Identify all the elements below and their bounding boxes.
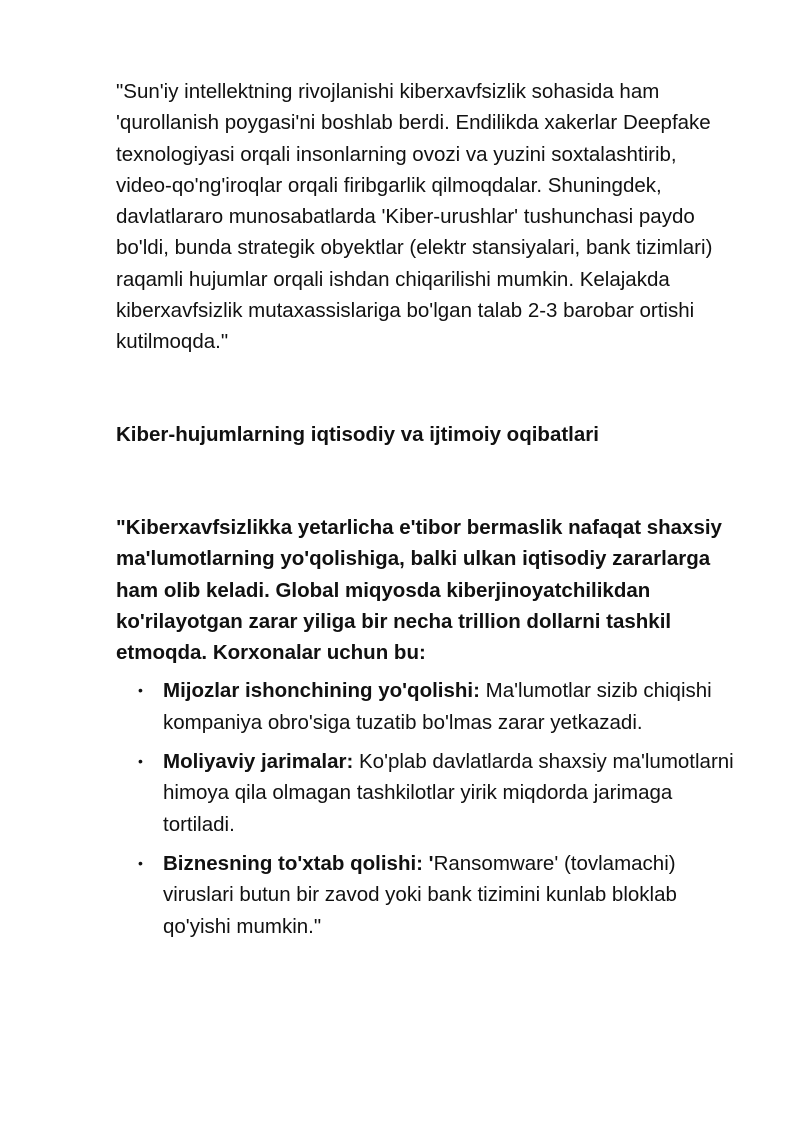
bullet-icon: • [138, 753, 143, 770]
bullet-icon: • [138, 682, 143, 699]
bullet-list [116, 675, 744, 941]
bullet-icon: • [138, 854, 143, 871]
document-page [116, 76, 744, 942]
section-intro: "Kiberxavfsizlikka yetarlicha e'tibor bermaslik nafaqat shaxsiy ma'lumotlarning yo'qolishiga, balki ulkan iqtisodiy zararlarga ham olib keladi. Global miqyosda kiberjinoyatchilikdan ko'rilayotgan zarar yiligа bir necha trillion dollarni tashkil etmoqda. Korxonalar uchun bu: [116, 515, 722, 665]
spacer [116, 450, 744, 512]
quote-paragraph: "Sun'iy intellektning rivojlanishi kiberxavfsizlik sohasida ham 'qurollanish poygasi'ni boshlab berdi. Endilikda xakerlar Deepfake texnologiyasi orqali insonlarning ovozi va yuzini soxtalashtirib, video-qo'ng'iroqlar orqali firibgarlik qilmoqdalar. Shuningdek, davlatlararo munosabatlarda 'Kiber-urushlar' tushunchasi paydo bo'ldi, bunda strategik obyektlar (elektr stansiyalari, bank tizimlari) raqamli hujumlar orqali ishdan chiqarilishi mumkin. Kelajakda kiberxavfsizlik mutaxassislariga bo'lgan talab 2-3 barobar ortishi kutilmoqda." [116, 80, 713, 354]
section-heading: Kiber-hujumlarning iqtisodiy va ijtimoiy oqibatlari [116, 422, 599, 446]
bullet-term: Biznesning to'xtab qolishi: ' [163, 851, 434, 875]
bullet-term: Mijozlar ishonchining yo'qolishi: [163, 679, 480, 703]
bullet-text: Ma'lumotlar sizib chiqishi kompaniya obro'siga tuzatib bo'lmas zarar yetkazadi. [163, 679, 712, 734]
spacer [116, 358, 744, 419]
bullet-term: Moliyaviy jarimalar: [163, 750, 354, 774]
bullet-item [116, 746, 744, 840]
bullet-item [116, 848, 744, 942]
bullet-item [116, 675, 744, 738]
bullet-text: Ko'plab davlatlarda shaxsiy ma'lumotlarni himoya qila olmagan tashkilotlar yirik miqdorda jarimaga tortiladi. [163, 750, 734, 836]
bullet-text: Ransomware' (tovlamachi) viruslari butun bir zavod yoki bank tizimini kunlab bloklab qo'yishi mumkin." [163, 851, 677, 938]
spacer [116, 668, 744, 675]
